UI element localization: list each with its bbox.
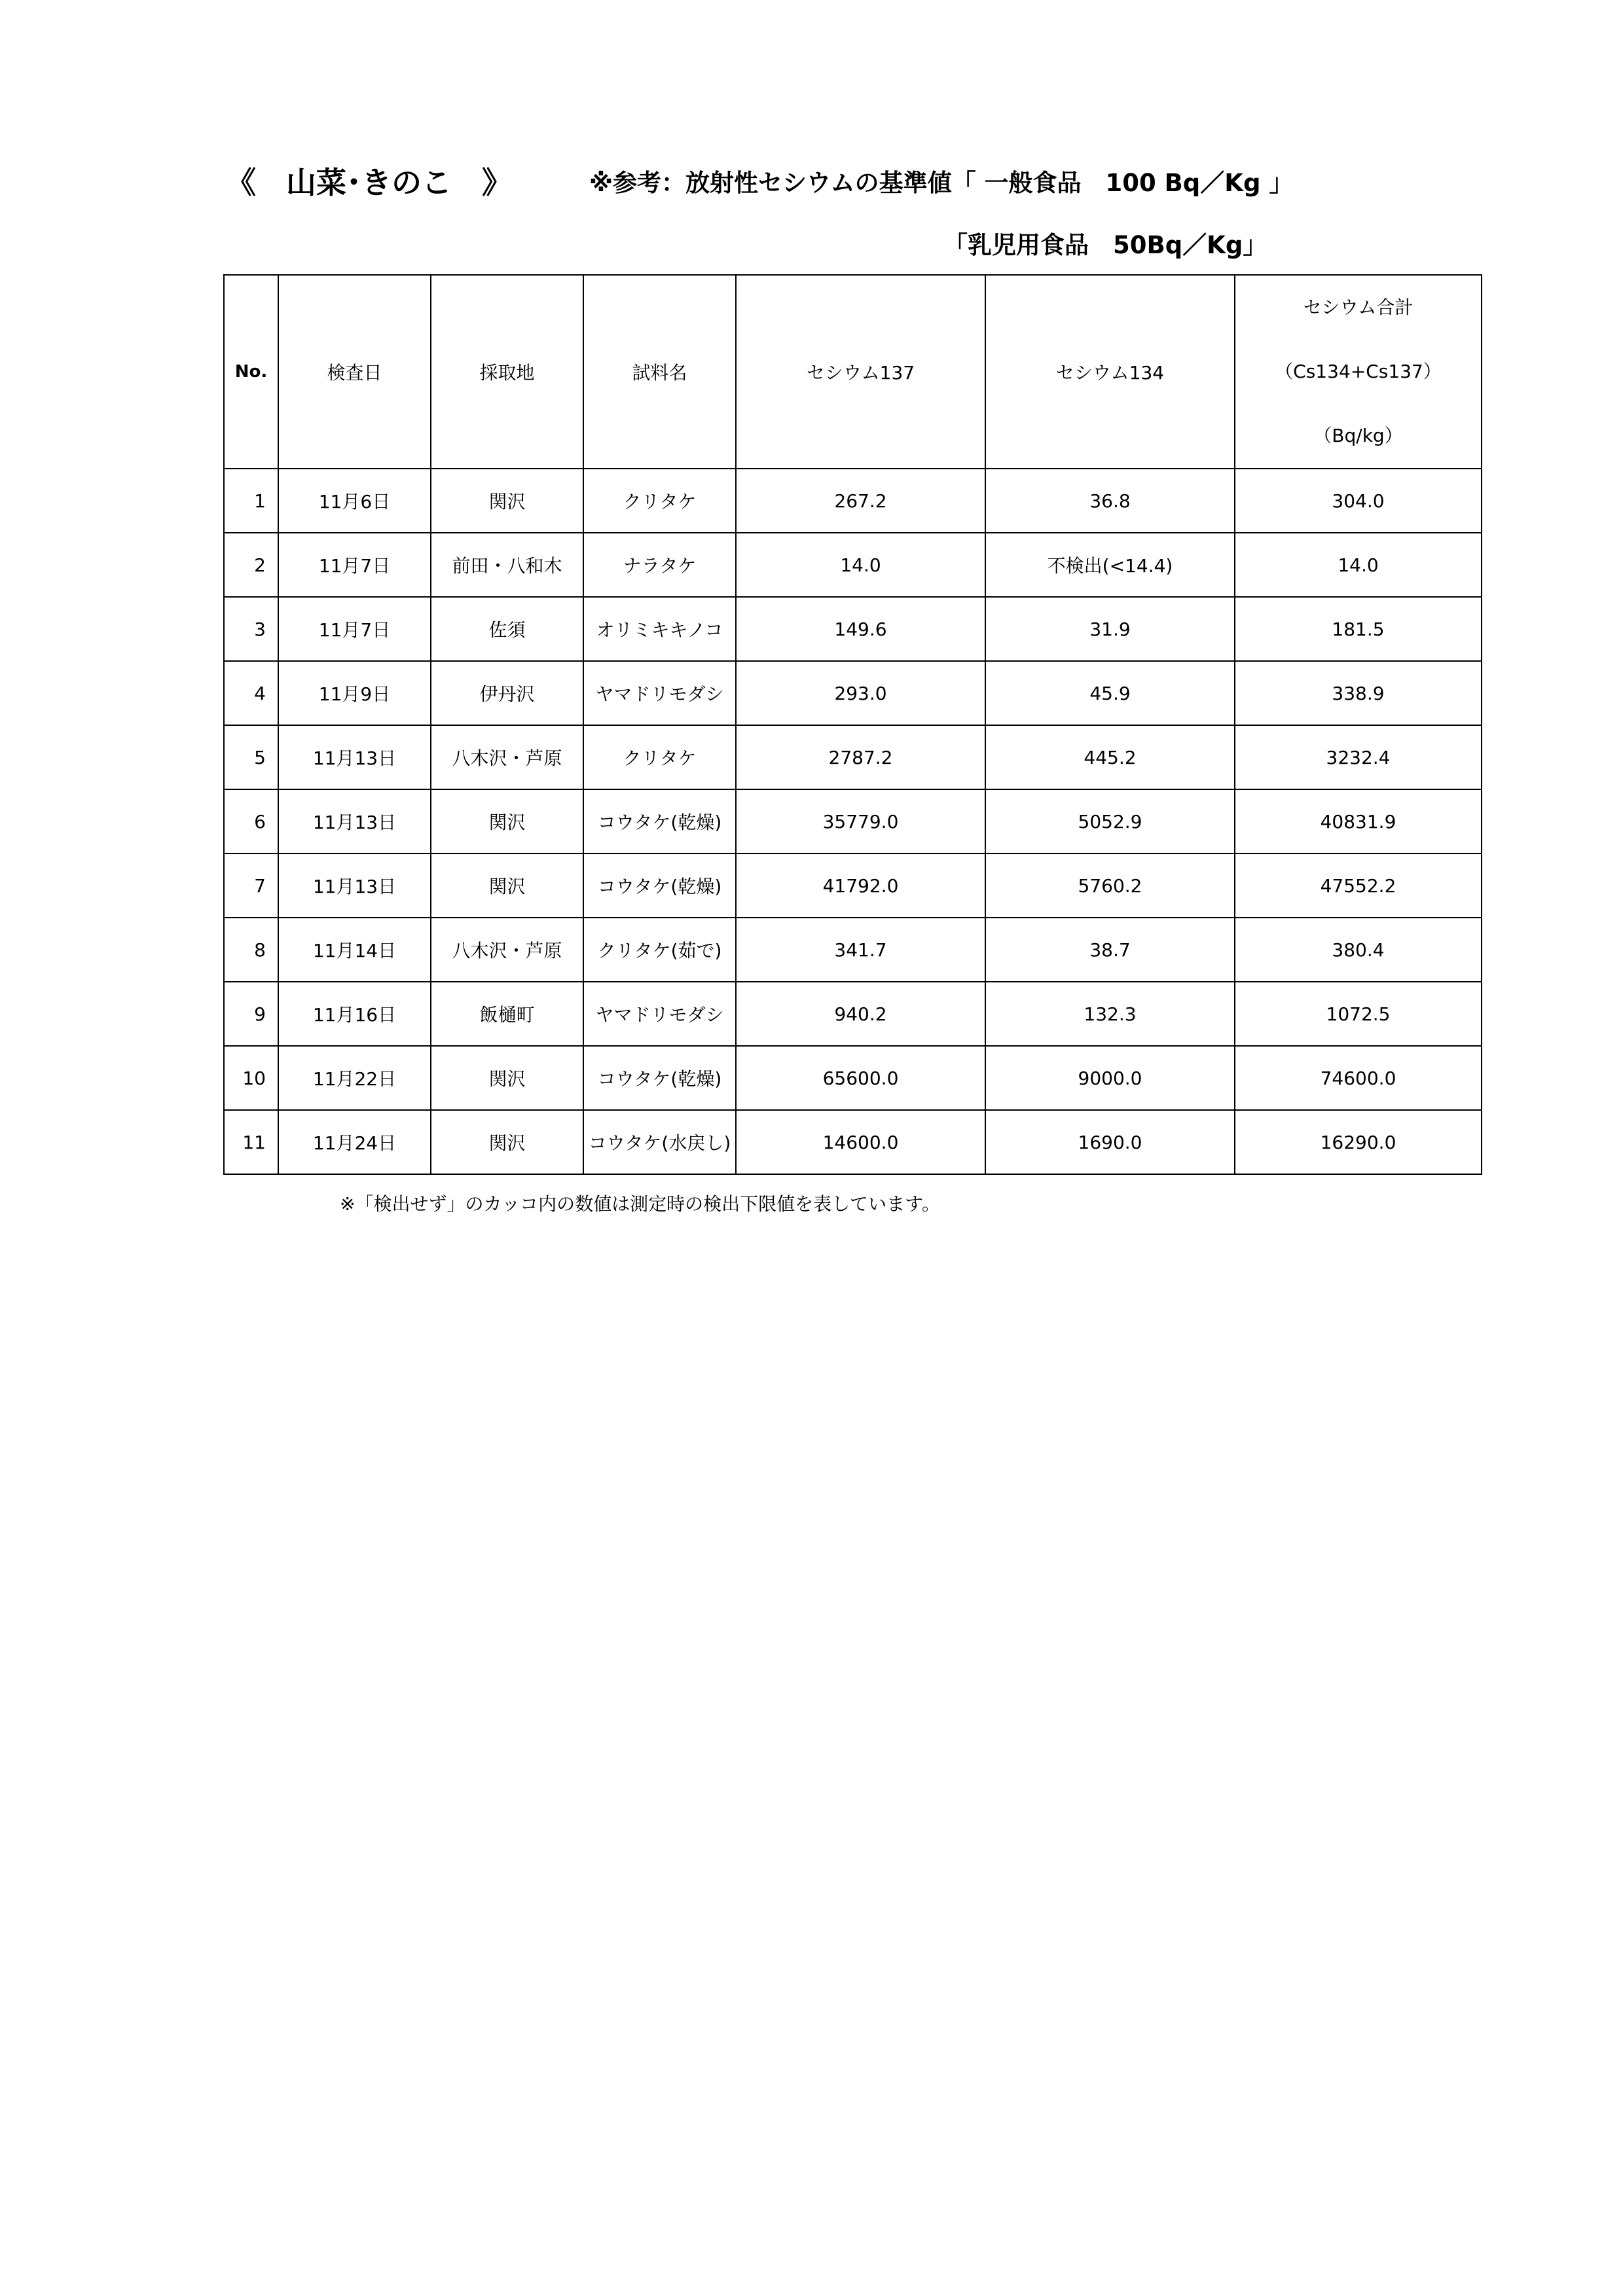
cell-sample: コウタケ(水戻し): [583, 1110, 736, 1174]
table-row: [224, 789, 1482, 853]
cell-sample: ナラタケ: [583, 533, 736, 597]
cell-no: 3: [224, 597, 278, 661]
cell-total: 304.0: [1235, 469, 1482, 533]
cell-date: 11月24日: [278, 1110, 431, 1174]
cell-no: 8: [224, 918, 278, 982]
cell-no: 1: [224, 469, 278, 533]
cell-cs134: 不検出(<14.4): [985, 533, 1235, 597]
cell-total: 181.5: [1235, 597, 1482, 661]
header-location: 採取地: [431, 275, 583, 469]
cell-cs137: 341.7: [736, 918, 985, 982]
cell-cs137: 14600.0: [736, 1110, 985, 1174]
cell-sample: クリタケ(茹で): [583, 918, 736, 982]
cell-cs137: 2787.2: [736, 725, 985, 789]
cell-total: 1072.5: [1235, 982, 1482, 1046]
cell-date: 11月13日: [278, 725, 431, 789]
cell-cs137: 149.6: [736, 597, 985, 661]
cell-cs137: 940.2: [736, 982, 985, 1046]
cell-cs137: 65600.0: [736, 1046, 985, 1110]
cell-total: 47552.2: [1235, 853, 1482, 918]
table-row: [224, 661, 1482, 725]
cell-no: 11: [224, 1110, 278, 1174]
cell-cs137: 35779.0: [736, 789, 985, 853]
cell-total: 16290.0: [1235, 1110, 1482, 1174]
header-total-formula: （Cs134+Cs137）: [1275, 361, 1442, 382]
table-row: [224, 918, 1482, 982]
table-row: [224, 533, 1482, 597]
cell-location: 前田・八和木: [431, 533, 583, 597]
cell-date: 11月14日: [278, 918, 431, 982]
footnote: ※「検出せず」のカッコ内の数値は測定時の検出下限値を表しています。: [340, 1193, 940, 1215]
cell-no: 7: [224, 853, 278, 918]
cell-location: 関沢: [431, 1110, 583, 1174]
cell-location: 伊丹沢: [431, 661, 583, 725]
cell-cs134: 38.7: [985, 918, 1235, 982]
cell-cs134: 45.9: [985, 661, 1235, 725]
cell-total: 40831.9: [1235, 789, 1482, 853]
table-row: [224, 1046, 1482, 1110]
cell-cs137: 14.0: [736, 533, 985, 597]
cell-location: 関沢: [431, 1046, 583, 1110]
cell-sample: コウタケ(乾燥): [583, 1046, 736, 1110]
header-total-label: セシウム合計: [1303, 296, 1413, 318]
cell-date: 11月16日: [278, 982, 431, 1046]
page-title: 《 山菜･きのこ 》: [226, 165, 512, 200]
cell-cs137: 41792.0: [736, 853, 985, 918]
cell-cs137: 293.0: [736, 661, 985, 725]
cell-date: 11月22日: [278, 1046, 431, 1110]
header-date: 検査日: [278, 275, 431, 469]
header-sample: 試料名: [583, 275, 736, 469]
table-row: [224, 725, 1482, 789]
cell-cs134: 36.8: [985, 469, 1235, 533]
cell-sample: コウタケ(乾燥): [583, 789, 736, 853]
cell-cs134: 31.9: [985, 597, 1235, 661]
cell-total: 380.4: [1235, 918, 1482, 982]
cell-sample: ヤマドリモダシ: [583, 661, 736, 725]
cell-date: 11月13日: [278, 853, 431, 918]
table-row: [224, 1110, 1482, 1174]
table-row: [224, 597, 1482, 661]
cell-total: 338.9: [1235, 661, 1482, 725]
cell-no: 6: [224, 789, 278, 853]
cell-no: 5: [224, 725, 278, 789]
cell-location: 八木沢・芦原: [431, 725, 583, 789]
table-body: [224, 469, 1482, 1174]
cell-location: 関沢: [431, 789, 583, 853]
cell-sample: ヤマドリモダシ: [583, 982, 736, 1046]
table-row: [224, 853, 1482, 918]
reference-standard-general: ※参考：放射性セシウムの基準値「 一般食品 100 Bq／Kg 」: [589, 169, 1294, 197]
cell-sample: コウタケ(乾燥): [583, 853, 736, 918]
cell-date: 11月9日: [278, 661, 431, 725]
header-no: No.: [224, 275, 278, 469]
cesium-results-table: [223, 274, 1482, 1175]
header-total: [1235, 275, 1482, 469]
cell-location: 関沢: [431, 469, 583, 533]
cell-cs134: 1690.0: [985, 1110, 1235, 1174]
reference-standard-infant: 「乳児用食品 50Bq／Kg」: [943, 231, 1267, 259]
cell-sample: クリタケ: [583, 469, 736, 533]
cell-cs134: 132.3: [985, 982, 1235, 1046]
cell-sample: クリタケ: [583, 725, 736, 789]
cell-cs134: 5760.2: [985, 853, 1235, 918]
cell-date: 11月13日: [278, 789, 431, 853]
header-total-unit: （Bq/kg）: [1313, 425, 1403, 446]
cell-cs137: 267.2: [736, 469, 985, 533]
cell-date: 11月7日: [278, 533, 431, 597]
cell-location: 飯樋町: [431, 982, 583, 1046]
cell-date: 11月6日: [278, 469, 431, 533]
cell-location: 関沢: [431, 853, 583, 918]
header-cs137: セシウム137: [736, 275, 985, 469]
cell-location: 八木沢・芦原: [431, 918, 583, 982]
cell-date: 11月7日: [278, 597, 431, 661]
table-header-row: [224, 275, 1482, 469]
cell-cs134: 445.2: [985, 725, 1235, 789]
cell-no: 9: [224, 982, 278, 1046]
cell-total: 74600.0: [1235, 1046, 1482, 1110]
cell-location: 佐須: [431, 597, 583, 661]
cell-cs134: 9000.0: [985, 1046, 1235, 1110]
table-row: [224, 469, 1482, 533]
cell-total: 3232.4: [1235, 725, 1482, 789]
cell-no: 10: [224, 1046, 278, 1110]
table-row: [224, 982, 1482, 1046]
cell-total: 14.0: [1235, 533, 1482, 597]
cell-cs134: 5052.9: [985, 789, 1235, 853]
cell-no: 2: [224, 533, 278, 597]
cell-no: 4: [224, 661, 278, 725]
header-cs134: セシウム134: [985, 275, 1235, 469]
cell-sample: オリミキキノコ: [583, 597, 736, 661]
